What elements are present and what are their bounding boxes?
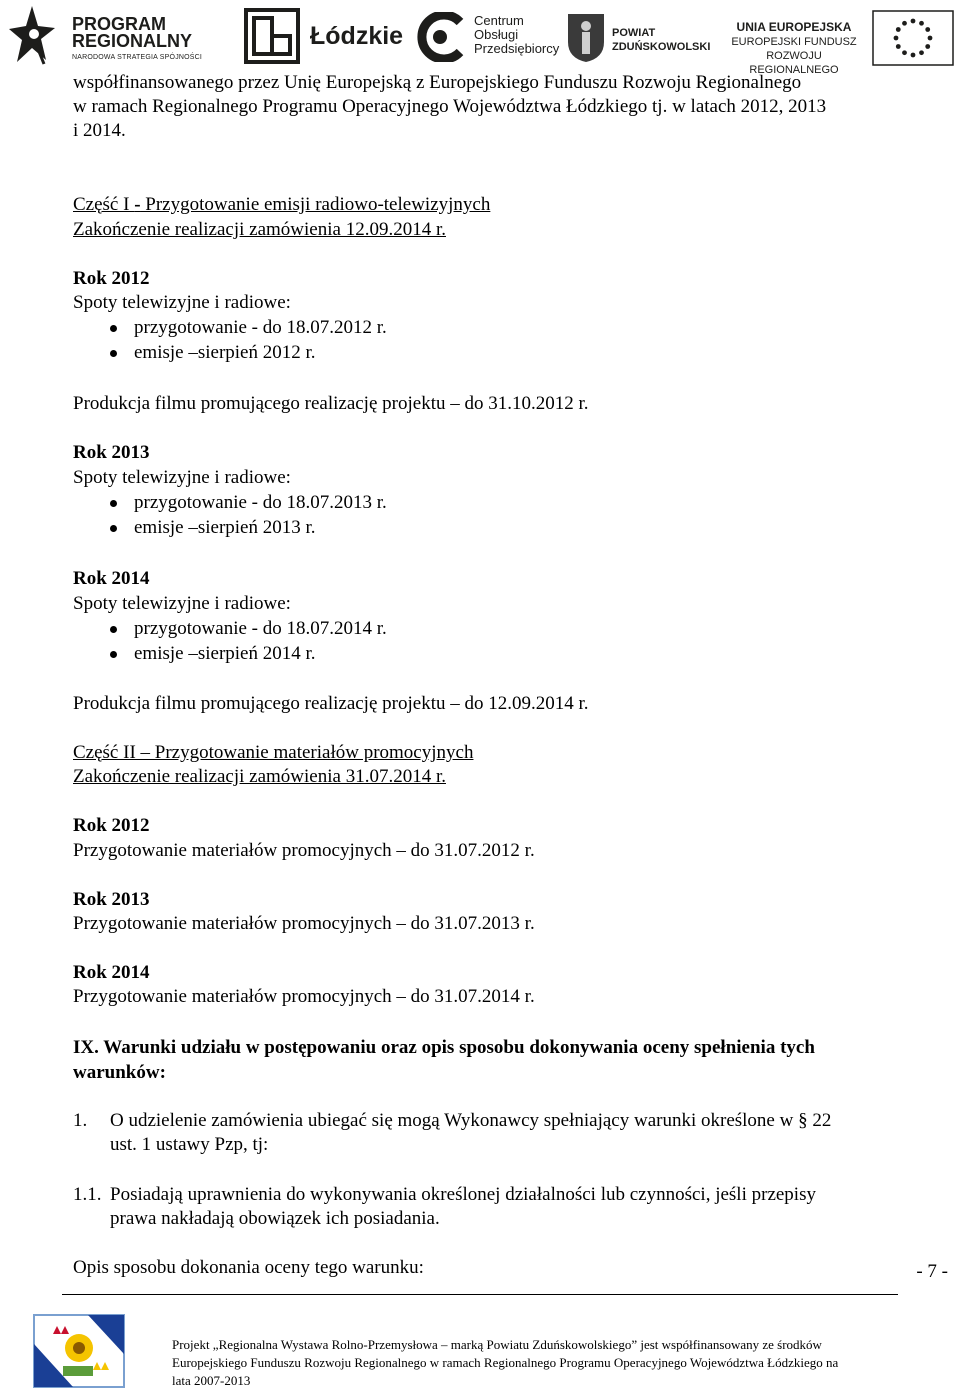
eu-logo <box>724 0 956 76</box>
part1-2012-heading: Rok 2012 <box>73 268 150 289</box>
item1-line1: O udzielenie zamówienia ubiegać się mogą Wykonawcy spełniający warunki określone w § 22 <box>110 1110 832 1131</box>
part2-title: Część II – Przygotowanie materiałów promocyjnych <box>73 742 474 763</box>
centrum-line3: Przedsiębiorcy <box>474 41 560 56</box>
intro-line2: w ramach Regionalnego Programu Operacyjnego Województwa Łódzkiego tj. w latach 2012, 2013 <box>73 96 827 117</box>
eu-line2: EUROPEJSKI FUNDUSZ <box>731 36 857 48</box>
eu-star-icon <box>925 44 930 49</box>
item1-line2: ust. 1 ustawy Pzp, tj: <box>110 1134 269 1155</box>
part1-2013-b1: przygotowanie - do 18.07.2013 r. <box>134 492 387 513</box>
header-logos <box>0 0 960 76</box>
part1-title <box>73 193 490 217</box>
part2-2012-heading: Rok 2012 <box>73 815 150 836</box>
program-line1: PROGRAM <box>72 14 166 34</box>
opis-sposobu: Opis sposobu dokonania oceny tego warunku: <box>73 1257 424 1278</box>
program-line2: REGIONALNY <box>72 31 193 51</box>
powiat-logo <box>566 0 714 70</box>
part1-2014-heading: Rok 2014 <box>73 568 150 589</box>
eu-flag-icon <box>872 10 954 66</box>
footer-divider <box>62 1294 898 1295</box>
lodzkie-text: Łódzkie <box>310 22 404 50</box>
eu-star-icon <box>911 53 916 58</box>
part1-title-pre: Część I <box>73 194 135 215</box>
lodzkie-emblem-icon <box>244 8 300 64</box>
eu-star-icon <box>928 36 933 41</box>
part2-2012-text: Przygotowanie materiałów promocyjnych – do 31.07.2012 r. <box>73 840 535 861</box>
item1-number: 1. <box>73 1110 88 1131</box>
eu-star-icon <box>919 50 924 55</box>
footer-line3: lata 2007-2013 <box>172 1373 251 1388</box>
eu-line1: UNIA EUROPEJSKA <box>736 20 852 34</box>
bullet-icon <box>110 651 117 658</box>
item11-line2: prawa nakładają obowiązek ich posiadania. <box>110 1208 440 1229</box>
eu-star-icon <box>902 21 907 26</box>
part1-2014-b1: przygotowanie - do 18.07.2014 r. <box>134 618 387 639</box>
footer-line2: Europejskiego Funduszu Rozwoju Regionalnego w ramach Regionalnego Programu Operacyjnego Województwa Łódzkiego na <box>172 1355 839 1370</box>
bullet-icon <box>110 626 117 633</box>
eu-star-icon <box>902 50 907 55</box>
part1-title-dash: - <box>134 194 141 215</box>
footer-line1: Projekt „Regionalna Wystawa Rolno-Przemysłowa – marką Powiatu Zduńskowolskiego” jest współfinansowany ze środków <box>172 1337 822 1352</box>
part1-completion: Zakończenie realizacji zamówienia 12.09.2014 r. <box>73 219 446 240</box>
part1-2014-spots: Spoty telewizyjne i radiowe: <box>73 593 291 614</box>
part1-2013-b2: emisje –sierpień 2013 r. <box>134 517 316 538</box>
part1-2014-film: Produkcja filmu promującego realizację projektu – do 12.09.2014 r. <box>73 693 589 714</box>
program-tagline: NARODOWA STRATEGIA SPÓJNOŚCI <box>72 54 203 61</box>
eu-star-icon <box>894 36 899 41</box>
part2-2014-text: Przygotowanie materiałów promocyjnych – do 31.07.2014 r. <box>73 986 535 1007</box>
part2-completion: Zakończenie realizacji zamówienia 31.07.2014 r. <box>73 766 446 787</box>
bullet-icon <box>110 500 117 507</box>
section9-title-line2: warunków: <box>73 1062 166 1083</box>
eu-star-icon <box>919 21 924 26</box>
bullet-icon <box>110 525 117 532</box>
bullet-icon <box>110 350 117 357</box>
eu-star-icon <box>911 19 916 24</box>
eu-star-icon <box>925 27 930 32</box>
eu-star-icon <box>896 27 901 32</box>
centrum-line1: Centrum <box>474 13 524 28</box>
intro-line3: i 2014. <box>73 120 126 141</box>
part1-2012-spots: Spoty telewizyjne i radiowe: <box>73 292 291 313</box>
item11-number: 1.1. <box>73 1184 102 1205</box>
part2-2013-text: Przygotowanie materiałów promocyjnych – do 31.07.2013 r. <box>73 913 535 934</box>
powiat-shield-icon <box>566 12 606 64</box>
star-logo-icon <box>8 4 56 66</box>
intro-line1: współfinansowanego przez Unię Europejską z Europejskiego Funduszu Rozwoju Regionalnego <box>73 72 802 93</box>
wystawa-logo-icon <box>33 1314 125 1388</box>
part1-2012-film: Produkcja filmu promującego realizację projektu – do 31.10.2012 r. <box>73 393 589 414</box>
section9-title-line1: IX. Warunki udziału w postępowaniu oraz opis sposobu dokonywania oceny spełnienia tych <box>73 1037 815 1058</box>
part1-2014-b2: emisje –sierpień 2014 r. <box>134 643 316 664</box>
lodzkie-logo <box>244 0 404 70</box>
centrum-line2: Obsługi <box>474 27 519 42</box>
part1-title-post: Przygotowanie emisji radiowo-telewizyjnych <box>140 194 491 215</box>
footer-text <box>172 1336 912 1390</box>
eu-star-icon <box>896 44 901 49</box>
centrum-c-icon <box>416 12 468 62</box>
part1-2013-heading: Rok 2013 <box>73 442 150 463</box>
powiat-line2: ZDUŃSKOWOLSKI <box>612 41 711 53</box>
page-number: - 7 - <box>916 1261 948 1282</box>
part1-2012-b1: przygotowanie - do 18.07.2012 r. <box>134 317 387 338</box>
centrum-obslugi-logo <box>416 0 560 70</box>
program-regionalny-logo <box>4 0 236 70</box>
bullet-icon <box>110 325 117 332</box>
part2-2013-heading: Rok 2013 <box>73 889 150 910</box>
part1-2012-b2: emisje –sierpień 2012 r. <box>134 342 316 363</box>
powiat-line1: POWIAT <box>612 27 656 39</box>
part1-2013-spots: Spoty telewizyjne i radiowe: <box>73 467 291 488</box>
part2-2014-heading: Rok 2014 <box>73 962 150 983</box>
eu-line3: ROZWOJU REGIONALNEGO <box>749 50 839 76</box>
item11-line1: Posiadają uprawnienia do wykonywania określonej działalności lub czynności, jeśli przepisy <box>110 1184 816 1205</box>
